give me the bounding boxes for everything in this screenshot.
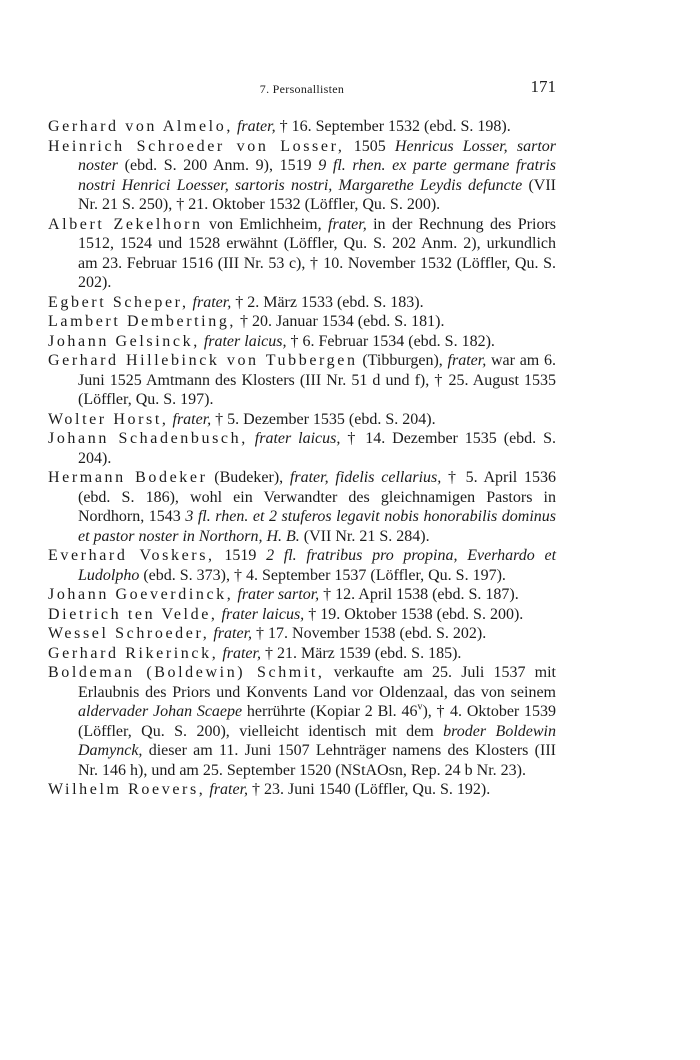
entry-text: † 20. Januar 1534 (ebd. S. 181). [236, 313, 445, 330]
person-name: Lambert Demberting, [48, 313, 237, 330]
list-item [48, 605, 556, 625]
latin-text: broder Boldewin Damynck, [78, 722, 556, 759]
latin-text: aldervader Johan Scaepe [78, 703, 243, 720]
latin-text: 3 fl. rhen. et 2 stuferos legavit nobis honorabilis dominus et pastor noster in Northorn, H. B. [78, 508, 557, 545]
person-name: Egbert Scheper, [48, 293, 189, 311]
person-name: Boldeman (Boldewin) Schmit, [48, 664, 325, 681]
person-name: Heinrich Schroeder von Losser, [48, 137, 345, 155]
superscript: v [417, 701, 423, 713]
list-item [48, 410, 556, 430]
entry-text [248, 430, 255, 447]
latin-text: frater, [222, 644, 261, 662]
person-name: Johann Gelsinck, [48, 332, 200, 350]
person-name: Wessel Schroeder, [48, 625, 210, 642]
latin-text: frater, [192, 293, 232, 311]
entry-text: † 16. September 1532 (ebd. S. 198). [275, 118, 511, 135]
latin-text: Henricus Losser, sartor noster [78, 137, 557, 174]
entry-text: (Budeker), [207, 469, 290, 486]
page-number: 171 [530, 77, 556, 96]
entry-text: dieser am 11. Juni 1507 Lehnträger namens des Klosters (III Nr. 146 h), und am 25. September 1520 (NStAOsn, Rep. 24 b Nr. 23). [78, 742, 556, 779]
latin-text: frater, [447, 352, 487, 369]
latin-text: frater, [328, 215, 367, 233]
list-item [48, 429, 556, 468]
person-name: Johann Schadenbusch, [48, 430, 248, 447]
person-name: Gerhard Hillebinck von Tubbergen [48, 352, 358, 369]
latin-text: 9 fl. rhen. ex parte germane fratris nostri Henrici Loesser, sartoris nostri, Margarethe Leydis defuncte [78, 157, 556, 194]
entry-text: war am 6. Juni 1525 Amtmann des Klosters (III Nr. 51 d und f), † 25. August 1535 (Löffler, Qu. S. 197). [78, 352, 557, 408]
personnel-list [48, 117, 556, 800]
person-name: Gerhard von Almelo, [48, 118, 233, 135]
entry-text: † 5. April 1536 (ebd. S. 186), wohl ein Verwandter des gleichnamigen Pastors in Nordhorn, 1543 [78, 469, 557, 525]
entry-text: † 12. April 1538 (ebd. S. 187). [319, 586, 519, 603]
entry-text: (Tibburgen), [357, 352, 448, 369]
latin-text: frater laicus, [203, 332, 287, 350]
list-item [48, 332, 556, 352]
list-item [48, 468, 556, 546]
person-name: Everhard Voskers, [48, 547, 215, 564]
entry-text: ), † 4. Oktober 1539 (Löffler, Qu. S. 200), vielleicht identisch mit dem [78, 703, 557, 740]
person-name: Gerhard Rikerinck, [48, 644, 219, 662]
latin-text: 2 fl. fratribus pro propina, Everhardo et Ludolpho [78, 547, 557, 584]
entry-text: 1519 [214, 547, 267, 564]
list-item [48, 624, 556, 644]
list-item [48, 644, 556, 664]
list-item [48, 215, 556, 293]
list-item [48, 663, 556, 780]
running-title: 7. Personallisten [259, 82, 345, 96]
list-item [48, 780, 556, 800]
entry-text: (VII Nr. 21 S. 250), † 21. Oktober 1532 (Löffler, Qu. S. 200). [78, 176, 556, 213]
entry-text: 1505 [344, 137, 395, 155]
person-name: Albert Zekelhorn [48, 215, 203, 233]
entry-text: in der Rechnung des Priors 1512, 1524 und 1528 erwähnt (Löffler, Qu. S. 202 Anm. 2), urkundlich am 23. Februar 1516 (III Nr. 53 c), † 10. November 1532 (Löffler, Qu. S. 202). [78, 215, 556, 291]
running-head [48, 76, 556, 100]
latin-text: frater laicus, [221, 605, 305, 623]
latin-text: frater sartor, [237, 586, 320, 603]
entry-text: † 19. Oktober 1538 (ebd. S. 200). [304, 605, 524, 623]
list-item [48, 546, 556, 585]
entry-text: (VII Nr. 21 S. 284). [299, 527, 430, 545]
entry-text: herrührte (Kopiar 2 Bl. 46 [242, 703, 418, 720]
entry-text: † 6. Februar 1534 (ebd. S. 182). [286, 332, 495, 350]
entry-text: verkaufte am 25. Juli 1537 mit Erlaubnis des Priors und Konvents Land vor Oldenzaal, das von seinem [78, 664, 556, 701]
entry-text: † 5. Dezember 1535 (ebd. S. 204). [211, 410, 436, 428]
latin-text: frater, [236, 118, 276, 135]
entry-text: (ebd. S. 200 Anm. 9), 1519 [118, 157, 319, 174]
list-item [48, 585, 556, 605]
latin-text: frater laicus, [254, 430, 341, 447]
entry-text: von Emlichheim, [202, 215, 329, 233]
list-item [48, 293, 556, 313]
list-item [48, 117, 556, 137]
entry-text: † 17. November 1538 (ebd. S. 202). [252, 625, 487, 642]
latin-text: frater, [209, 781, 249, 798]
entry-text: † 21. März 1539 (ebd. S. 185). [260, 644, 462, 662]
person-name: Wilhelm Roevers, [48, 781, 206, 798]
entry-text: † 23. Juni 1540 (Löffler, Qu. S. 192). [248, 781, 491, 798]
entry-text: † 14. Dezember 1535 (ebd. S. 204). [78, 430, 557, 467]
list-item [48, 351, 556, 410]
list-item [48, 312, 556, 332]
person-name: Wolter Horst, [48, 410, 169, 428]
latin-text: frater, [213, 625, 253, 642]
person-name: Johann Goeverdinck, [48, 586, 234, 603]
list-item [48, 137, 556, 215]
latin-text: frater, [172, 410, 212, 428]
entry-text: † 2. März 1533 (ebd. S. 183). [231, 293, 424, 311]
person-name: Hermann Bodeker [48, 469, 208, 486]
person-name: Dietrich ten Velde, [48, 605, 218, 623]
latin-text: frater, fidelis cellarius, [289, 469, 442, 486]
entry-text: (ebd. S. 373), † 4. September 1537 (Löffler, Qu. S. 197). [139, 566, 506, 584]
